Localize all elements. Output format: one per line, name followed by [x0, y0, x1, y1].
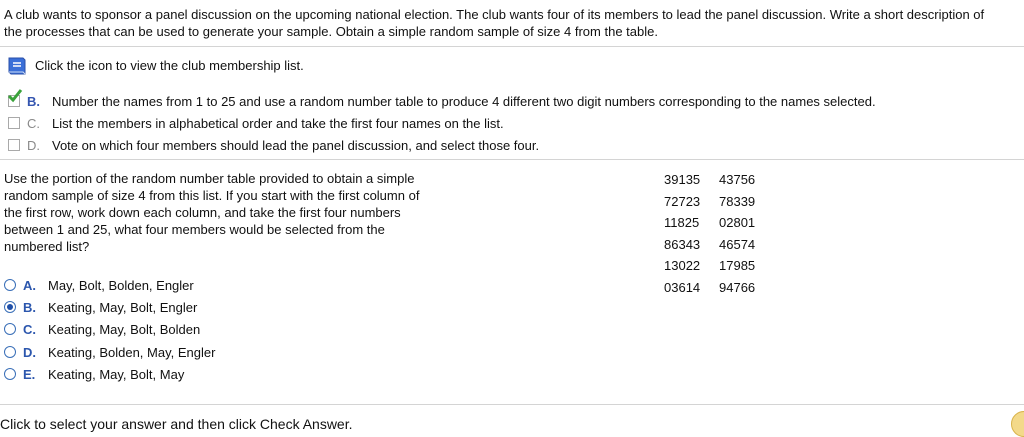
- table-row: [664, 194, 774, 216]
- answer-option-b[interactable]: [4, 298, 197, 316]
- table-cell: 72723: [664, 193, 701, 209]
- random-number-table: [664, 172, 774, 301]
- help-icon[interactable]: [1011, 411, 1024, 437]
- process-option-d[interactable]: [8, 136, 539, 154]
- option-text: List the members in alphabetical order and take the first four names on the list.: [52, 115, 504, 131]
- checkbox-c[interactable]: [8, 117, 20, 129]
- option-letter: B.: [23, 299, 36, 315]
- option-text: May, Bolt, Bolden, Engler: [48, 277, 194, 293]
- option-letter: C.: [23, 321, 36, 337]
- answer-option-c[interactable]: [4, 320, 200, 338]
- table-cell: 94766: [719, 279, 756, 295]
- table-cell: 39135: [664, 172, 701, 187]
- radio-c[interactable]: [4, 323, 16, 335]
- table-row: [664, 172, 774, 194]
- question-text: A club wants to sponsor a panel discussion on the upcoming national election. The club wants four of its members to lead the panel discussion. Write a short description of the processes that can be used to generate your sample. Obtain a simple random sample of size 4 from the table.: [4, 7, 985, 39]
- radio-e[interactable]: [4, 368, 16, 380]
- process-option-b[interactable]: [8, 92, 876, 110]
- table-cell: 86343: [664, 236, 701, 252]
- option-text: Keating, Bolden, May, Engler: [48, 344, 216, 360]
- table-row: [664, 237, 774, 259]
- table-cell: 03614: [664, 279, 701, 295]
- radio-b[interactable]: [4, 301, 16, 313]
- checkbox-b[interactable]: [8, 95, 20, 107]
- option-text: Keating, May, Bolt, Bolden: [48, 321, 201, 337]
- table-cell: 43756: [719, 172, 756, 187]
- table-cell: 17985: [719, 258, 756, 273]
- option-letter: D.: [23, 344, 36, 360]
- divider: [0, 46, 1024, 47]
- book-icon[interactable]: [6, 56, 28, 76]
- table-row: [664, 215, 774, 237]
- option-letter: E.: [23, 366, 36, 382]
- table-cell: 11825: [664, 215, 700, 230]
- option-letter: B.: [27, 93, 40, 109]
- table-row: [664, 258, 774, 280]
- table-cell: 46574: [719, 236, 756, 252]
- table-cell: 13022: [664, 258, 701, 273]
- option-text: Number the names from 1 to 25 and use a random number table to produce 4 different two digit numbers corresponding to the names selected.: [52, 93, 876, 109]
- footer-instruction: Click to select your answer and then click Check Answer.: [0, 416, 353, 432]
- divider: [0, 159, 1024, 160]
- table-row: [664, 280, 774, 302]
- table-cell: 78339: [719, 193, 756, 209]
- table-cell: 02801: [719, 215, 756, 230]
- process-option-c[interactable]: [8, 114, 504, 132]
- divider: [0, 404, 1024, 405]
- option-text: Vote on which four members should lead the panel discussion, and select those four.: [52, 137, 540, 153]
- membership-note: Click the icon to view the club membership list.: [35, 58, 304, 73]
- answer-option-e[interactable]: [4, 365, 184, 383]
- option-text: Keating, May, Bolt, May: [48, 366, 185, 382]
- option-text: Keating, May, Bolt, Engler: [48, 299, 198, 315]
- check-icon: [7, 89, 23, 103]
- answer-option-d[interactable]: [4, 343, 215, 361]
- answer-option-a[interactable]: [4, 276, 194, 294]
- instruction-text: Use the portion of the random number table provided to obtain a simple random sample of size 4 from this list. If you start with the first column of the first row, work down each column, and take the first four numbers between 1 and 25, what four members would be selected from the numbered list?: [4, 171, 420, 254]
- option-letter: C.: [27, 115, 40, 131]
- radio-d[interactable]: [4, 346, 16, 358]
- radio-a[interactable]: [4, 279, 16, 291]
- option-letter: D.: [27, 137, 40, 153]
- option-letter: A.: [23, 277, 36, 293]
- checkbox-d[interactable]: [8, 139, 20, 151]
